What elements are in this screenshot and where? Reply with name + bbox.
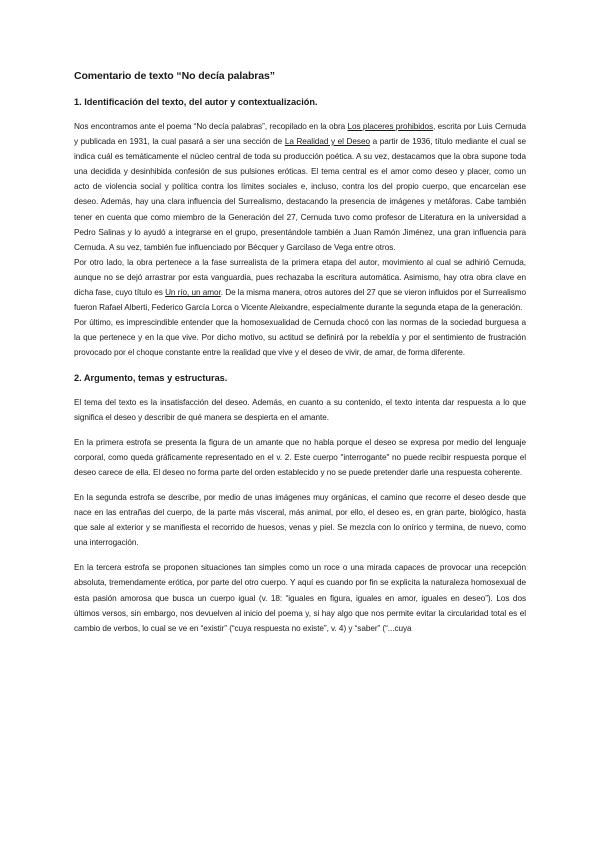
section-heading-identification: 1. Identificación del texto, del autor y contextualización. xyxy=(74,97,318,107)
spacer xyxy=(74,480,526,490)
paragraph-third-stanza: En la tercera estrofa se proponen situaciones tan simples como un roce o una mirada capaces de provocar una recepción absoluta, tremendamente erótica, por parte del otro cuerpo. Y aquí es cuando por fin se explicita la naturaleza homosexual de esta pasión amorosa que busca un cuerpo igual (v. 18: “iguales en figura, iguales en amor, iguales en deseo”). Los dos últimos versos, sin embargo, nos devuelven al inicio del poema y, si hay algo que nos permite evitar la circularidad total es el cambio de verbos, lo cual se ve en “existir” (“cuya respuesta no existe”, v. 4) y “saber” (“...cuya xyxy=(74,563,526,633)
paragraph-introduction xyxy=(74,119,526,255)
document-title: Comentario de texto “No decía palabras” xyxy=(74,70,275,82)
text-segment: Nos encontramos ante el poema “No decía palabras”, recopilado en la obra xyxy=(74,122,348,131)
paragraph-homosexuality: Por último, es imprescindible entender que la homosexualidad de Cernuda chocó con las normas de la sociedad burguesa a la que pertenece y en la que vive. Por dicho motivo, su actitud se definirá por la rebeldía y por el sentimiento de frustración provocado por el choque constante entre la realidad que vive y el deseo de vivir, de amar, de forma diferente. xyxy=(74,318,526,358)
book-title-placeres: Los placeres prohibidos xyxy=(347,122,434,131)
text-segment: . De la misma manera, otros autores del 27 que se vieron influidos por el Surrealismo fueron Rafael Alberti, Federico García Lorca o Vicente Aleixandre, especialmente durante la segunda etapa de la generación. xyxy=(74,288,526,313)
spacer xyxy=(74,425,526,435)
text-segment: Por otro lado, la obra pertenece a la fase surrealista de la primera etapa del autor, movimiento al cual se adhirió Cernuda, aunque no se dejó arrastrar por esta vanguardia, pues rechazaba la escritura automática. Asimismo, hay otra obra clave en dicha fase, cuyo título es xyxy=(74,257,526,298)
paragraph-second-stanza: En la segunda estrofa se describe, por medio de unas imágenes muy orgánicas, el camino que recorre el deseo desde que nace en las entrañas del cuerpo, de la parte más visceral, más animal, por ello, el deseo es, en gran parte, biológico, hasta que sale al exterior y se manifiesta el recorrido de huesos, venas y piel. Se mezcla con lo onírico y termina, de nuevo, como una interrogación. xyxy=(74,492,526,548)
spacer xyxy=(74,550,526,560)
paragraph-first-stanza: En la primera estrofa se presenta la figura de un amante que no habla porque el deseo se expresa por medio del lenguaje corporal, como queda gráficamente representado en el v. 2. Este cuerpo "interrogante" no puede recibir respuesta porque el deseo carece de ella. El deseo no forma parte del orden establecido y no se puede pretender darle una respuesta coherente. xyxy=(74,437,526,477)
paragraph-theme: El tema del texto es la insatisfacción del deseo. Además, en cuanto a su contenido, el texto intenta dar respuesta a lo que significa el deseo y describir de qué manera se despierta en el amante. xyxy=(74,397,526,422)
paragraph-surrealism xyxy=(74,255,526,315)
text-segment: a partir de 1936, título mediante el cual se indica cuál es temáticamente el núcleo central de toda su producción poética. A su vez, destacamos que la obra supone toda una decidida y desinhibida confesión de sus pulsiones eróticas. El tema central es el amor como deseo y placer, como un acto de violencia social y política contra los límites sociales e, incluso, contra los del propio cuerpo, que encarcelan ese deseo. Además, hay una clara influencia del Surrealismo, destacando la presencia de imágenes y metáforas. Cabe también tener en cuenta que como miembro de la Generación del 27, Cernuda tuvo como profesor de Literatura en la universidad a Pedro Salinas y lo ayudó a integrarse en el grupo, presentándole también a Juan Ramón Jiménez, una gran influencia para Cernuda. A su vez, también fue influenciado por Bécquer y Garcilaso de Vega entre otros. xyxy=(74,137,527,252)
book-title-realidad: La Realidad y el Deseo xyxy=(284,137,370,147)
text-segment: , escrita por Luis Cernuda y publicada en 1931, la cual pasará a ser una sección de xyxy=(74,122,527,147)
book-title-rio: Un río, un amor xyxy=(165,288,221,298)
section-heading-argument: 2. Argumento, temas y estructuras. xyxy=(74,372,228,383)
spacer xyxy=(74,361,526,373)
